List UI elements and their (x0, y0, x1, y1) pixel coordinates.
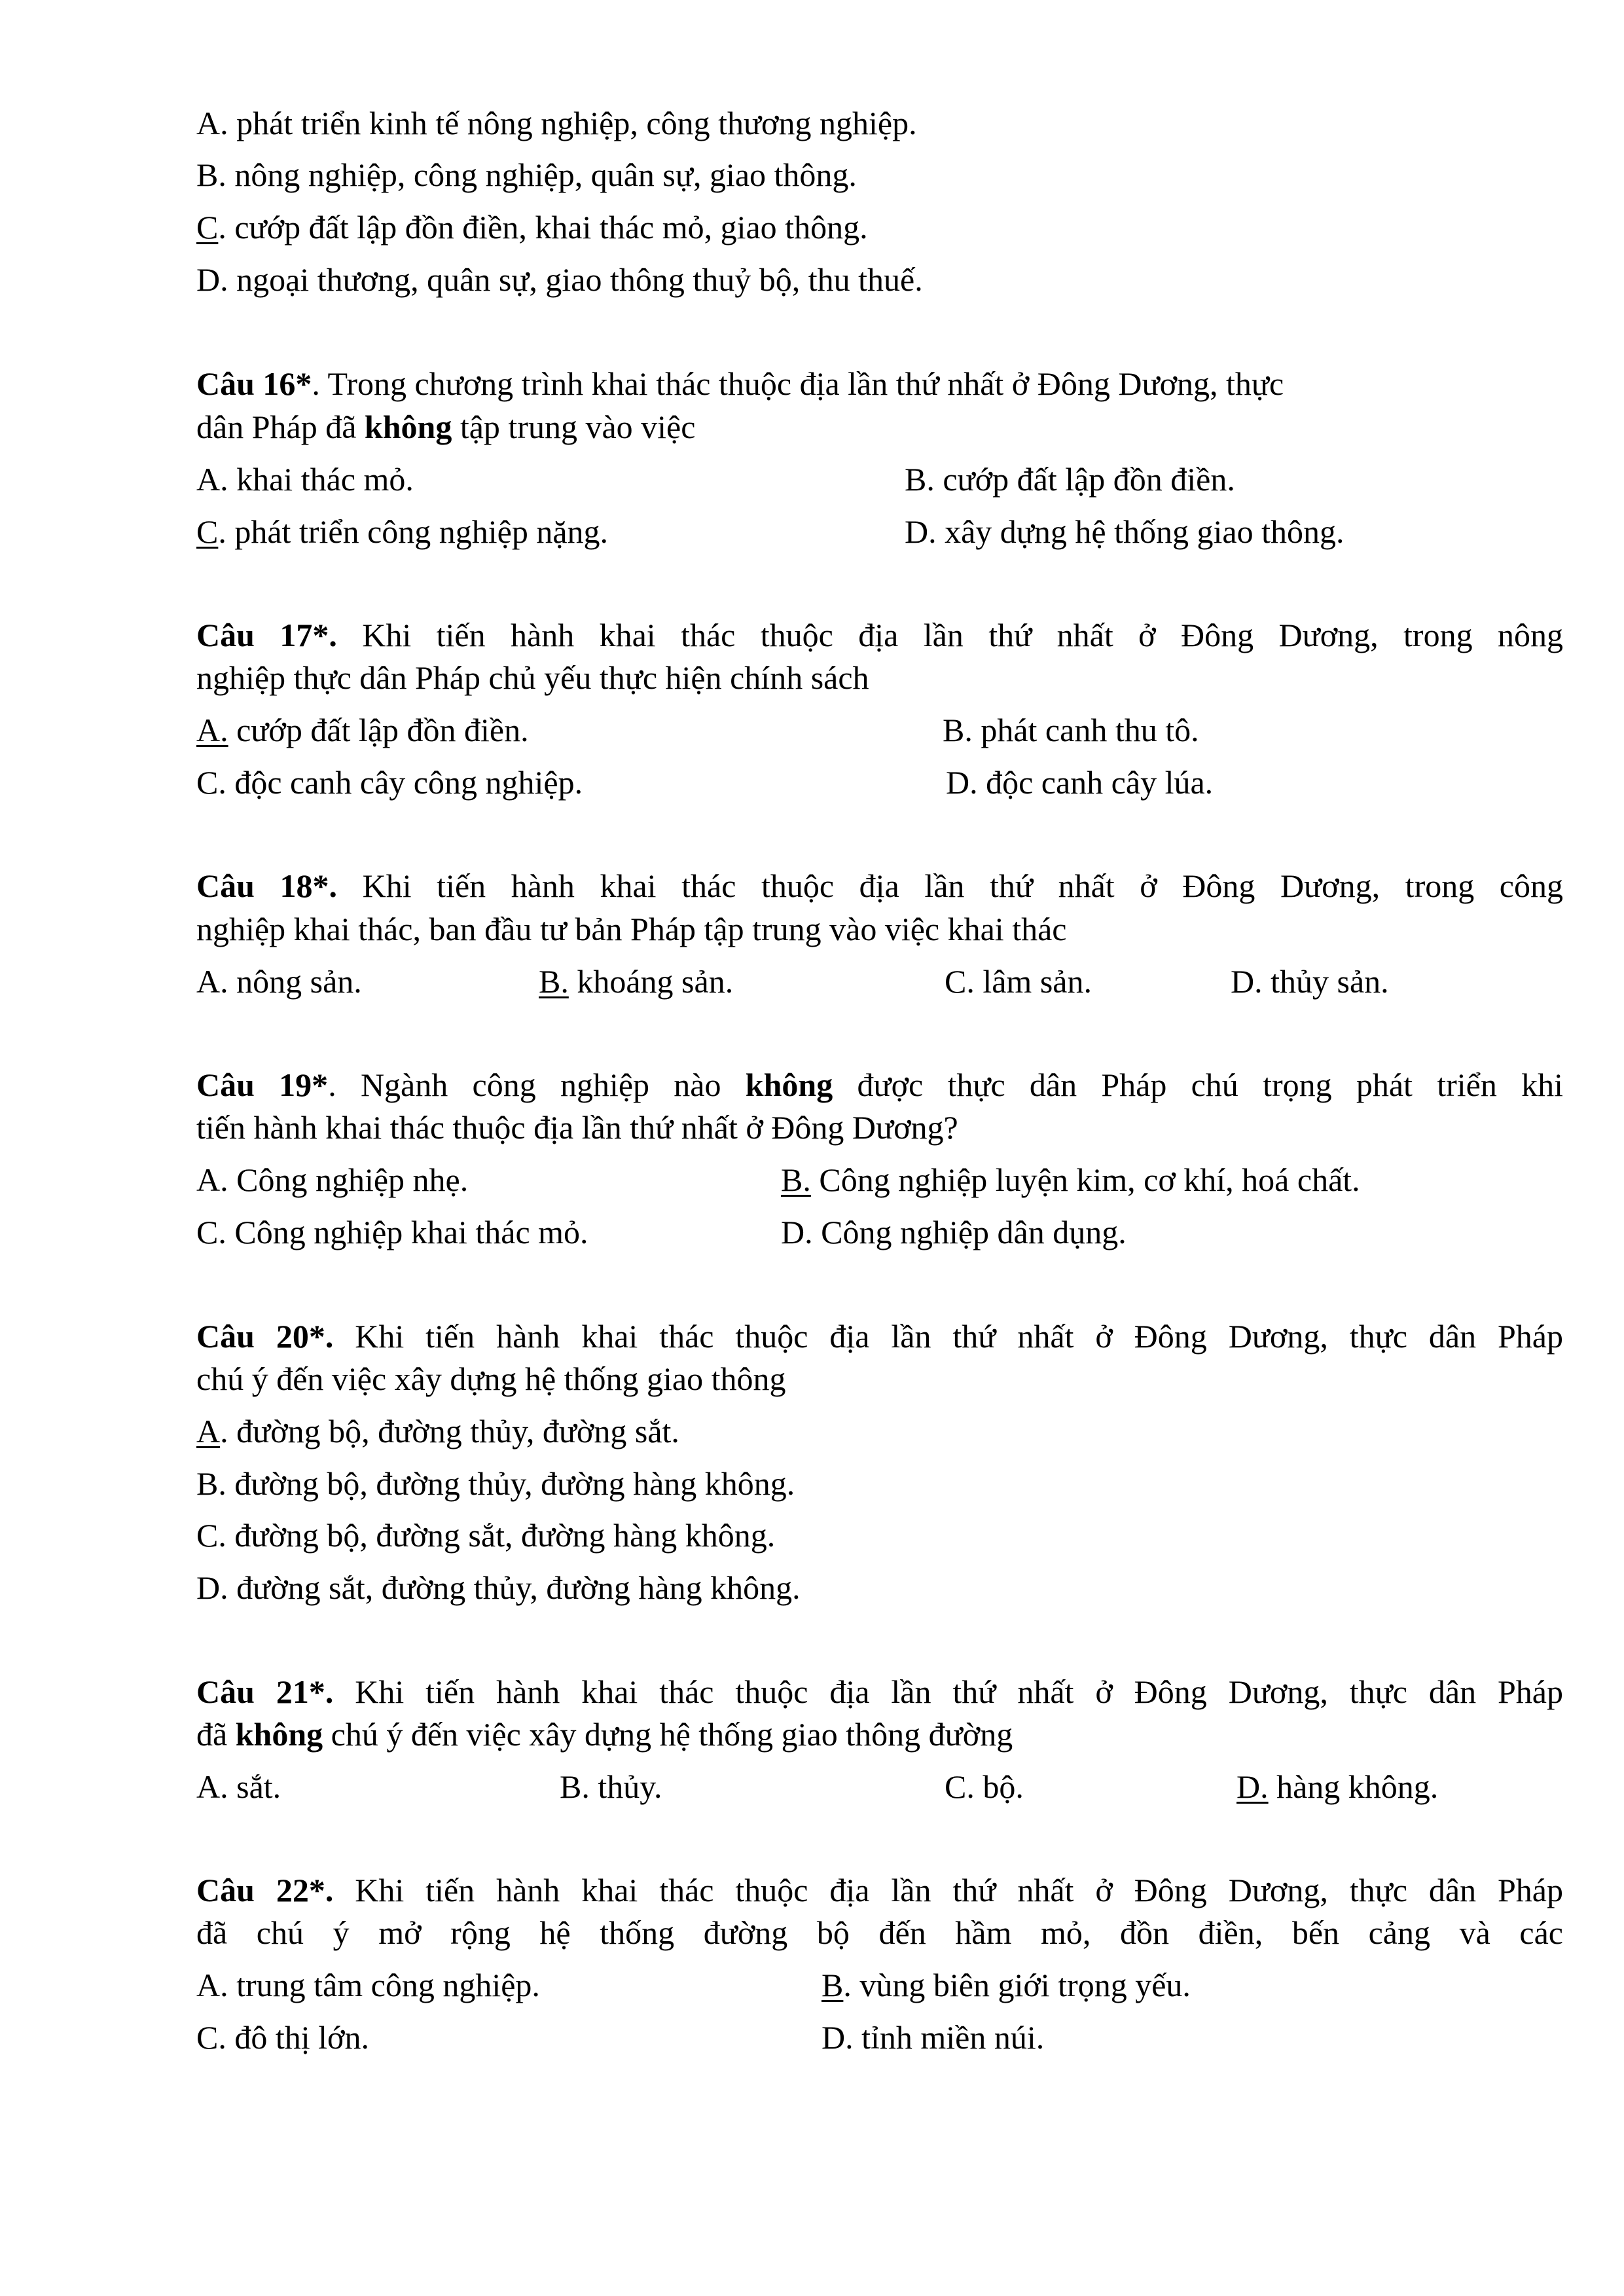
option-c (196, 208, 868, 247)
question-21-line-1 (196, 1672, 1563, 1711)
q21-option-a: A. sắt. (196, 1768, 281, 1805)
answer-marker: C (196, 209, 219, 246)
q16-option-b: B. cướp đất lập đồn điền. (905, 461, 1235, 498)
q17-option-b: B. phát canh thu tô. (943, 712, 1199, 748)
q20-option-d: D. đường sắt, đường thủy, đường hàng không. (196, 1569, 801, 1606)
question-21-line-2 (196, 1715, 1013, 1754)
q20-option-a (196, 1412, 679, 1451)
question-text: Khi tiến hành khai thác thuộc địa lần thứ nhất ở Đông Dương, trong công (337, 867, 1563, 904)
q16-option-d: D. xây dựng hệ thống giao thông. (905, 513, 1344, 550)
emphasis-word: không (745, 1066, 833, 1103)
question-text: đã (196, 1716, 236, 1753)
question-text: chú ý đến việc xây dựng hệ thống giao thông đường (323, 1716, 1013, 1753)
question-label: Câu 18*. (196, 867, 337, 904)
question-text: đã chú ý mở rộng hệ thống đường bộ đến hầm mỏ, đồn điền, bến cảng và các (196, 1914, 1563, 1951)
question-text: tập trung vào việc (452, 409, 696, 445)
question-label: Câu 16* (196, 365, 312, 402)
q16-option-a: A. khai thác mỏ. (196, 461, 414, 498)
question-17-line-2: nghiệp thực dân Pháp chủ yếu thực hiện chính sách (196, 659, 869, 696)
question-17-line-1 (196, 615, 1563, 655)
question-text: được thực dân Pháp chú trọng phát triển khi (833, 1066, 1563, 1103)
option-text: Công nghiệp luyện kim, cơ khí, hoá chất. (810, 1161, 1360, 1198)
answer-marker: B. (781, 1161, 811, 1198)
question-16-line-2 (196, 407, 695, 446)
option-text: . phát triển công nghiệp nặng. (218, 513, 609, 550)
emphasis-word: không (235, 1716, 323, 1753)
question-22-line-2 (196, 1913, 1563, 1952)
question-text: Khi tiến hành khai thác thuộc địa lần thứ nhất ở Đông Dương, thực dân Pháp (333, 1318, 1563, 1355)
option-a: A. phát triển kinh tế nông nghiệp, công thương nghiệp. (196, 105, 917, 141)
question-20-line-1 (196, 1317, 1563, 1356)
option-d: D. ngoại thương, quân sự, giao thông thuỷ bộ, thu thuế. (196, 261, 923, 298)
answer-marker: A. (196, 712, 228, 748)
answer-marker: D. (1236, 1768, 1269, 1805)
question-19-line-2: tiến hành khai thác thuộc địa lần thứ nhất ở Đông Dương? (196, 1109, 958, 1146)
question-text: . Trong chương trình khai thác thuộc địa lần thứ nhất ở Đông Dương, thực (312, 365, 1284, 402)
q17-option-a (196, 710, 529, 750)
q22-option-a: A. trung tâm công nghiệp. (196, 1967, 540, 2003)
question-20-line-2: chú ý đến việc xây dựng hệ thống giao thông (196, 1360, 786, 1397)
q21-option-d (1236, 1767, 1438, 1806)
q19-option-d: D. Công nghiệp dân dụng. (781, 1214, 1127, 1250)
option-text: . vùng biên giới trọng yếu. (843, 1967, 1191, 2003)
q19-option-a: A. Công nghiệp nhẹ. (196, 1161, 469, 1198)
option-text: . cướp đất lập đồn điền, khai thác mỏ, giao thông. (218, 209, 868, 246)
question-label: Câu 17*. (196, 617, 337, 653)
q22-option-b (821, 1965, 1191, 2005)
q19-option-c: C. Công nghiệp khai thác mỏ. (196, 1214, 588, 1250)
question-18-line-2: nghiệp khai thác, ban đầu tư bản Pháp tập trung vào việc khai thác (196, 911, 1067, 947)
question-text: Khi tiến hành khai thác thuộc địa lần thứ nhất ở Đông Dương, thực dân Pháp (333, 1673, 1563, 1710)
q21-option-b: B. thủy. (560, 1768, 662, 1805)
q22-option-d: D. tỉnh miền núi. (821, 2019, 1045, 2056)
q17-option-d: D. độc canh cây lúa. (946, 764, 1214, 801)
question-16-line-1 (196, 364, 1284, 403)
question-text: Khi tiến hành khai thác thuộc địa lần thứ nhất ở Đông Dương, thực dân Pháp (333, 1872, 1563, 1908)
q16-option-c (196, 512, 608, 551)
q22-option-c: C. đô thị lớn. (196, 2019, 369, 2056)
q20-option-c: C. đường bộ, đường sắt, đường hàng không. (196, 1517, 776, 1554)
question-18-line-1 (196, 866, 1563, 905)
q18-option-a: A. nông sản. (196, 963, 362, 1000)
question-label: Câu 20*. (196, 1318, 334, 1355)
question-19-line-1 (196, 1065, 1563, 1104)
option-b: B. nông nghiệp, công nghiệp, quân sự, giao thông. (196, 156, 857, 193)
question-text: dân Pháp đã (196, 409, 365, 445)
question-text: . Ngành công nghiệp nào (328, 1066, 746, 1103)
question-label: Câu 21*. (196, 1673, 334, 1710)
answer-marker: A (196, 1413, 221, 1449)
option-text: hàng không. (1268, 1768, 1439, 1805)
question-label: Câu 19* (196, 1066, 329, 1103)
answer-marker: B. (539, 963, 569, 1000)
option-text: . đường bộ, đường thủy, đường sắt. (220, 1413, 679, 1449)
option-text: khoáng sản. (568, 963, 734, 1000)
answer-marker: C (196, 513, 219, 550)
q18-option-d: D. thủy sản. (1231, 963, 1389, 1000)
q18-option-c: C. lâm sản. (945, 963, 1092, 1000)
q17-option-c: C. độc canh cây công nghiệp. (196, 764, 583, 801)
question-label: Câu 22*. (196, 1872, 334, 1908)
emphasis-word: không (364, 409, 452, 445)
option-text: cướp đất lập đồn điền. (228, 712, 529, 748)
question-22-line-1 (196, 1870, 1563, 1910)
q21-option-c: C. bộ. (945, 1768, 1024, 1805)
q19-option-b (781, 1160, 1360, 1199)
q20-option-b: B. đường bộ, đường thủy, đường hàng không. (196, 1465, 795, 1502)
answer-marker: B (821, 1967, 844, 2003)
question-text: Khi tiến hành khai thác thuộc địa lần thứ nhất ở Đông Dương, trong nông (336, 617, 1563, 653)
q18-option-b (539, 962, 733, 1001)
